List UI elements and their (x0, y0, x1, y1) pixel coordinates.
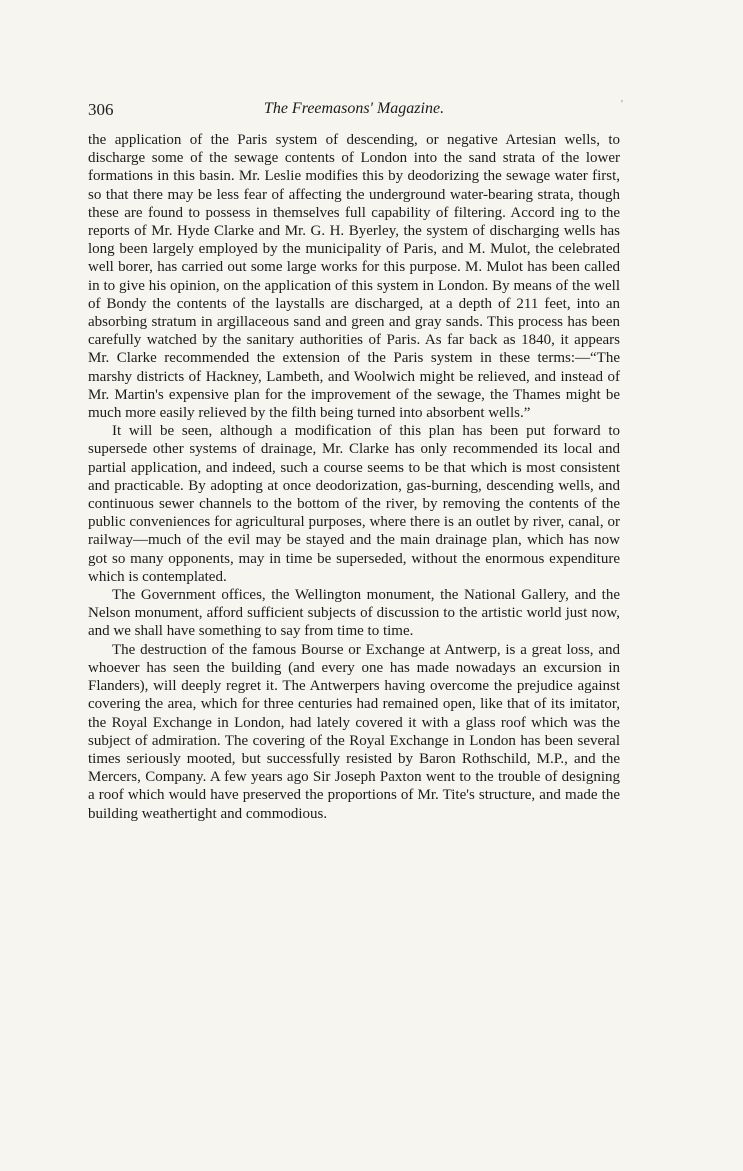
article-body (88, 131, 620, 823)
paragraph-1: the application of the Paris system of descending, or negative Artesian wells, to discharge some of the sewage contents of London into the sand strata of the lower formations in this basin. Mr. Leslie modifies this by deodorizing the sewage water first, so that there may be less fear of affecting the underground water-bearing strata, though these are found to possess in themselves full capability of filtering. Accord ing to the reports of Mr. Hyde Clarke and Mr. G. H. Byerley, the system of discharging wells has long been largely employed by the municipality of Paris, and M. Mulot, the celebrated well borer, has carried out some large works for this purpose. M. Mulot has been called in to give his opinion, on the application of this system in London. By means of the well of Bondy the contents of the laystalls are discharged, at a depth of 211 feet, into an absorbing stratum in argillaceous sand and green and gray sands. This process has been carefully watched by the sanitary authorities of Paris. As far back as 1840, it appears Mr. Clarke recommended the extension of the Paris system in these terms:—“The marshy districts of Hackney, Lambeth, and Woolwich might be relieved, and instead of Mr. Martin's expensive plan for the improvement of the sewage, the Thames might be much more easily relieved by the filth being turned into absorbent wells.” (88, 132, 620, 422)
paragraph-4: The destruction of the famous Bourse or Exchange at Antwerp, is a great loss, and whoever has seen the building (and every one has made nowadays an excursion in Flanders), will deeply regret it. The Antwerpers having overcome the prejudice against covering the area, which for three centuries had remained open, like that of its imitator, the Royal Exchange in London, had lately covered it with a glass roof which was the subject of admiration. The covering of the Royal Exchange in London has been several times seriously mooted, but successfully resisted by Baron Rothschild, M.P., and the Mercers, Company. A few years ago Sir Joseph Paxton went to the trouble of designing a roof which would have preserved the proportions of Mr. Tite's structure, and made the building weathertight and commodious. (88, 641, 620, 822)
running-title: The Freemasons' Magazine. (263, 100, 445, 117)
stray-mark: ’ (620, 98, 624, 110)
paragraph-3: The Government offices, the Wellington monument, the National Gallery, and the Nelson monument, afford sufficient subjects of discussion to the artistic world just now, and we shall have something to say from time to time. (88, 587, 620, 640)
paragraph-2: It will be seen, although a modification of this plan has been put forward to supersede other systems of drainage, Mr. Clarke has only recommended its local and partial application, and indeed, such a course seems to be that which is most consistent and practicable. By adopting at once deodorization, gas-burning, descending wells, and continuous sewer channels to the bottom of the river, by removing the contents of the public conveniences for agricultural purposes, where there is an outlet by river, canal, or railway—much of the evil may be stayed and the main drainage plan, which has now got so many opponents, may in time be superseded, without the enormous expenditure which is contemplated. (88, 423, 620, 585)
page-number: 306 (88, 100, 114, 119)
page-header (88, 100, 620, 126)
